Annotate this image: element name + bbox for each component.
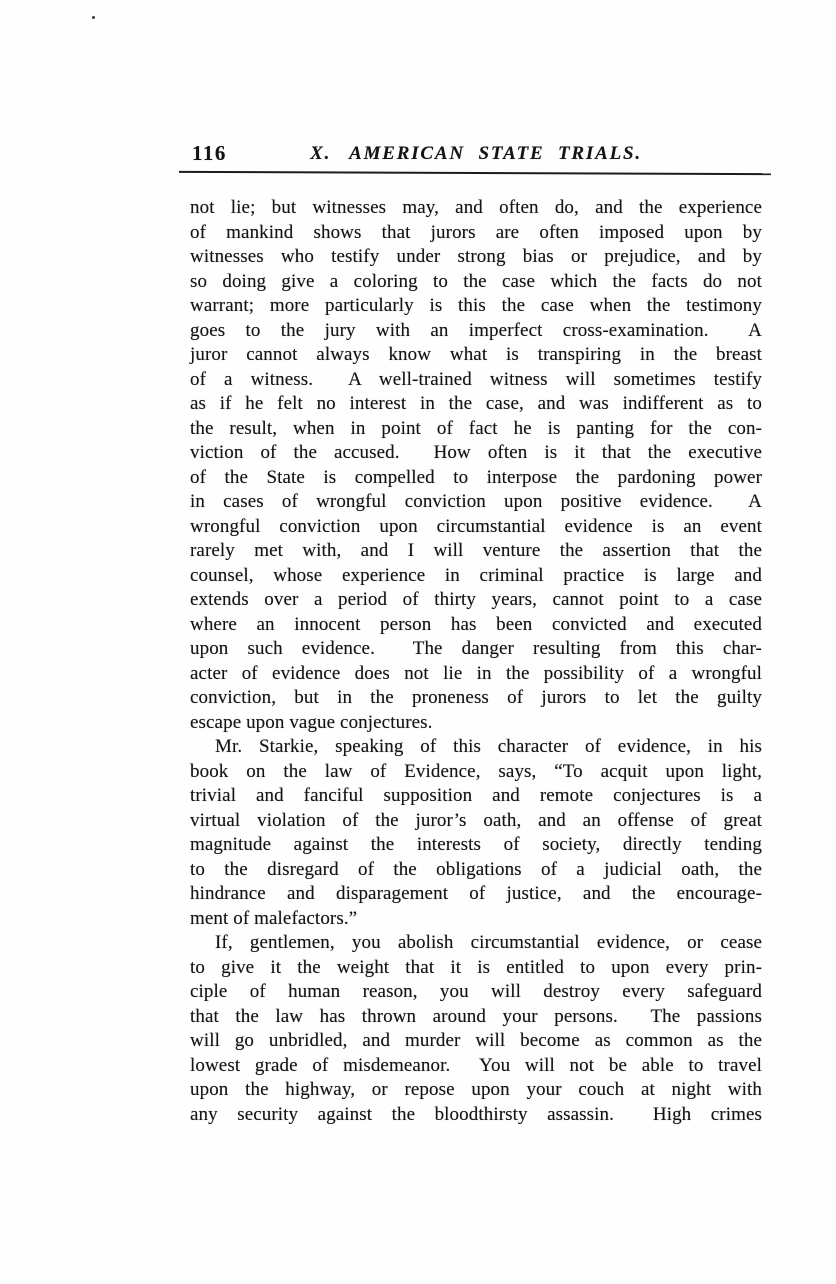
text-line: upon the highway, or repose upon your couch at night with	[190, 1079, 762, 1100]
text-line: that the law has thrown around your persons. The passions	[190, 1005, 762, 1027]
text-line: book on the law of Evidence, says, “To acquit upon light,	[190, 760, 762, 782]
text-line: ciple of human reason, you will destroy every safeguard	[190, 981, 762, 1002]
scan-speck	[92, 16, 95, 19]
paragraph	[190, 735, 762, 931]
text-line: as if he felt no interest in the case, and was indifferent as to	[190, 393, 762, 414]
paragraph	[190, 931, 762, 1127]
text-line: to the disregard of the obligations of a judicial oath, the	[190, 858, 762, 880]
text-line: where an innocent person has been convicted and executed	[190, 613, 762, 635]
text-line: acter of evidence does not lie in the possibility of a wrongful	[190, 662, 762, 684]
text-line: trivial and fanciful supposition and remote conjectures is a	[190, 785, 762, 806]
text-line: counsel, whose experience in criminal practice is large and	[190, 564, 762, 586]
text-line: If, gentlemen, you abolish circumstantial evidence, or cease	[215, 932, 762, 953]
running-title-text: AMERICAN STATE TRIALS.	[349, 143, 642, 164]
page-header	[190, 141, 762, 167]
text-line: escape upon vague conjectures.	[190, 711, 433, 733]
text-line: rarely met with, and I will venture the assertion that the	[190, 540, 762, 561]
text-line: ment of malefactors.”	[190, 907, 358, 929]
text-line: goes to the jury with an imperfect cross-examination. A	[190, 319, 762, 341]
text-line: viction of the accused. How often is it that the executive	[190, 442, 762, 463]
text-line: wrongful conviction upon circumstantial evidence is an event	[190, 515, 762, 537]
header-rule	[179, 171, 771, 176]
running-title	[310, 143, 642, 165]
body-text	[190, 196, 762, 1127]
text-line: conviction, but in the proneness of jurors to let the guilty	[190, 687, 762, 708]
text-line: Mr. Starkie, speaking of this character of evidence, in his	[215, 736, 762, 757]
text-line: not lie; but witnesses may, and often do, and the experience	[190, 197, 762, 218]
text-line: witnesses who testify under strong bias or prejudice, and by	[190, 246, 762, 267]
page-number: 116	[192, 141, 227, 165]
text-line: upon such evidence. The danger resulting from this char-	[190, 638, 762, 659]
text-line: juror cannot always know what is transpiring in the breast	[190, 344, 762, 365]
text-line: of mankind shows that jurors are often imposed upon by	[190, 221, 762, 243]
text-line: to give it the weight that it is entitled to upon every prin-	[190, 956, 762, 978]
text-line: in cases of wrongful conviction upon positive evidence. A	[190, 491, 762, 512]
text-line: virtual violation of the juror’s oath, and an offense of great	[190, 809, 762, 831]
text-line: the result, when in point of fact he is panting for the con-	[190, 417, 762, 439]
text-line: any security against the bloodthirsty assassin. High crimes	[190, 1103, 762, 1125]
text-line: lowest grade of misdemeanor. You will not be able to travel	[190, 1054, 762, 1076]
text-line: will go unbridled, and murder will become as common as the	[190, 1030, 762, 1051]
text-line: magnitude against the interests of society, directly tending	[190, 834, 762, 855]
text-line: extends over a period of thirty years, cannot point to a case	[190, 589, 762, 610]
paragraph	[190, 196, 762, 735]
text-line: warrant; more particularly is this the case when the testimony	[190, 295, 762, 316]
text-line: of the State is compelled to interpose the pardoning power	[190, 466, 762, 488]
chapter-number: X.	[310, 143, 332, 164]
text-line: of a witness. A well-trained witness will sometimes testify	[190, 368, 762, 390]
text-line: so doing give a coloring to the case which the facts do not	[190, 270, 762, 292]
text-line: hindrance and disparagement of justice, and the encourage-	[190, 883, 762, 904]
